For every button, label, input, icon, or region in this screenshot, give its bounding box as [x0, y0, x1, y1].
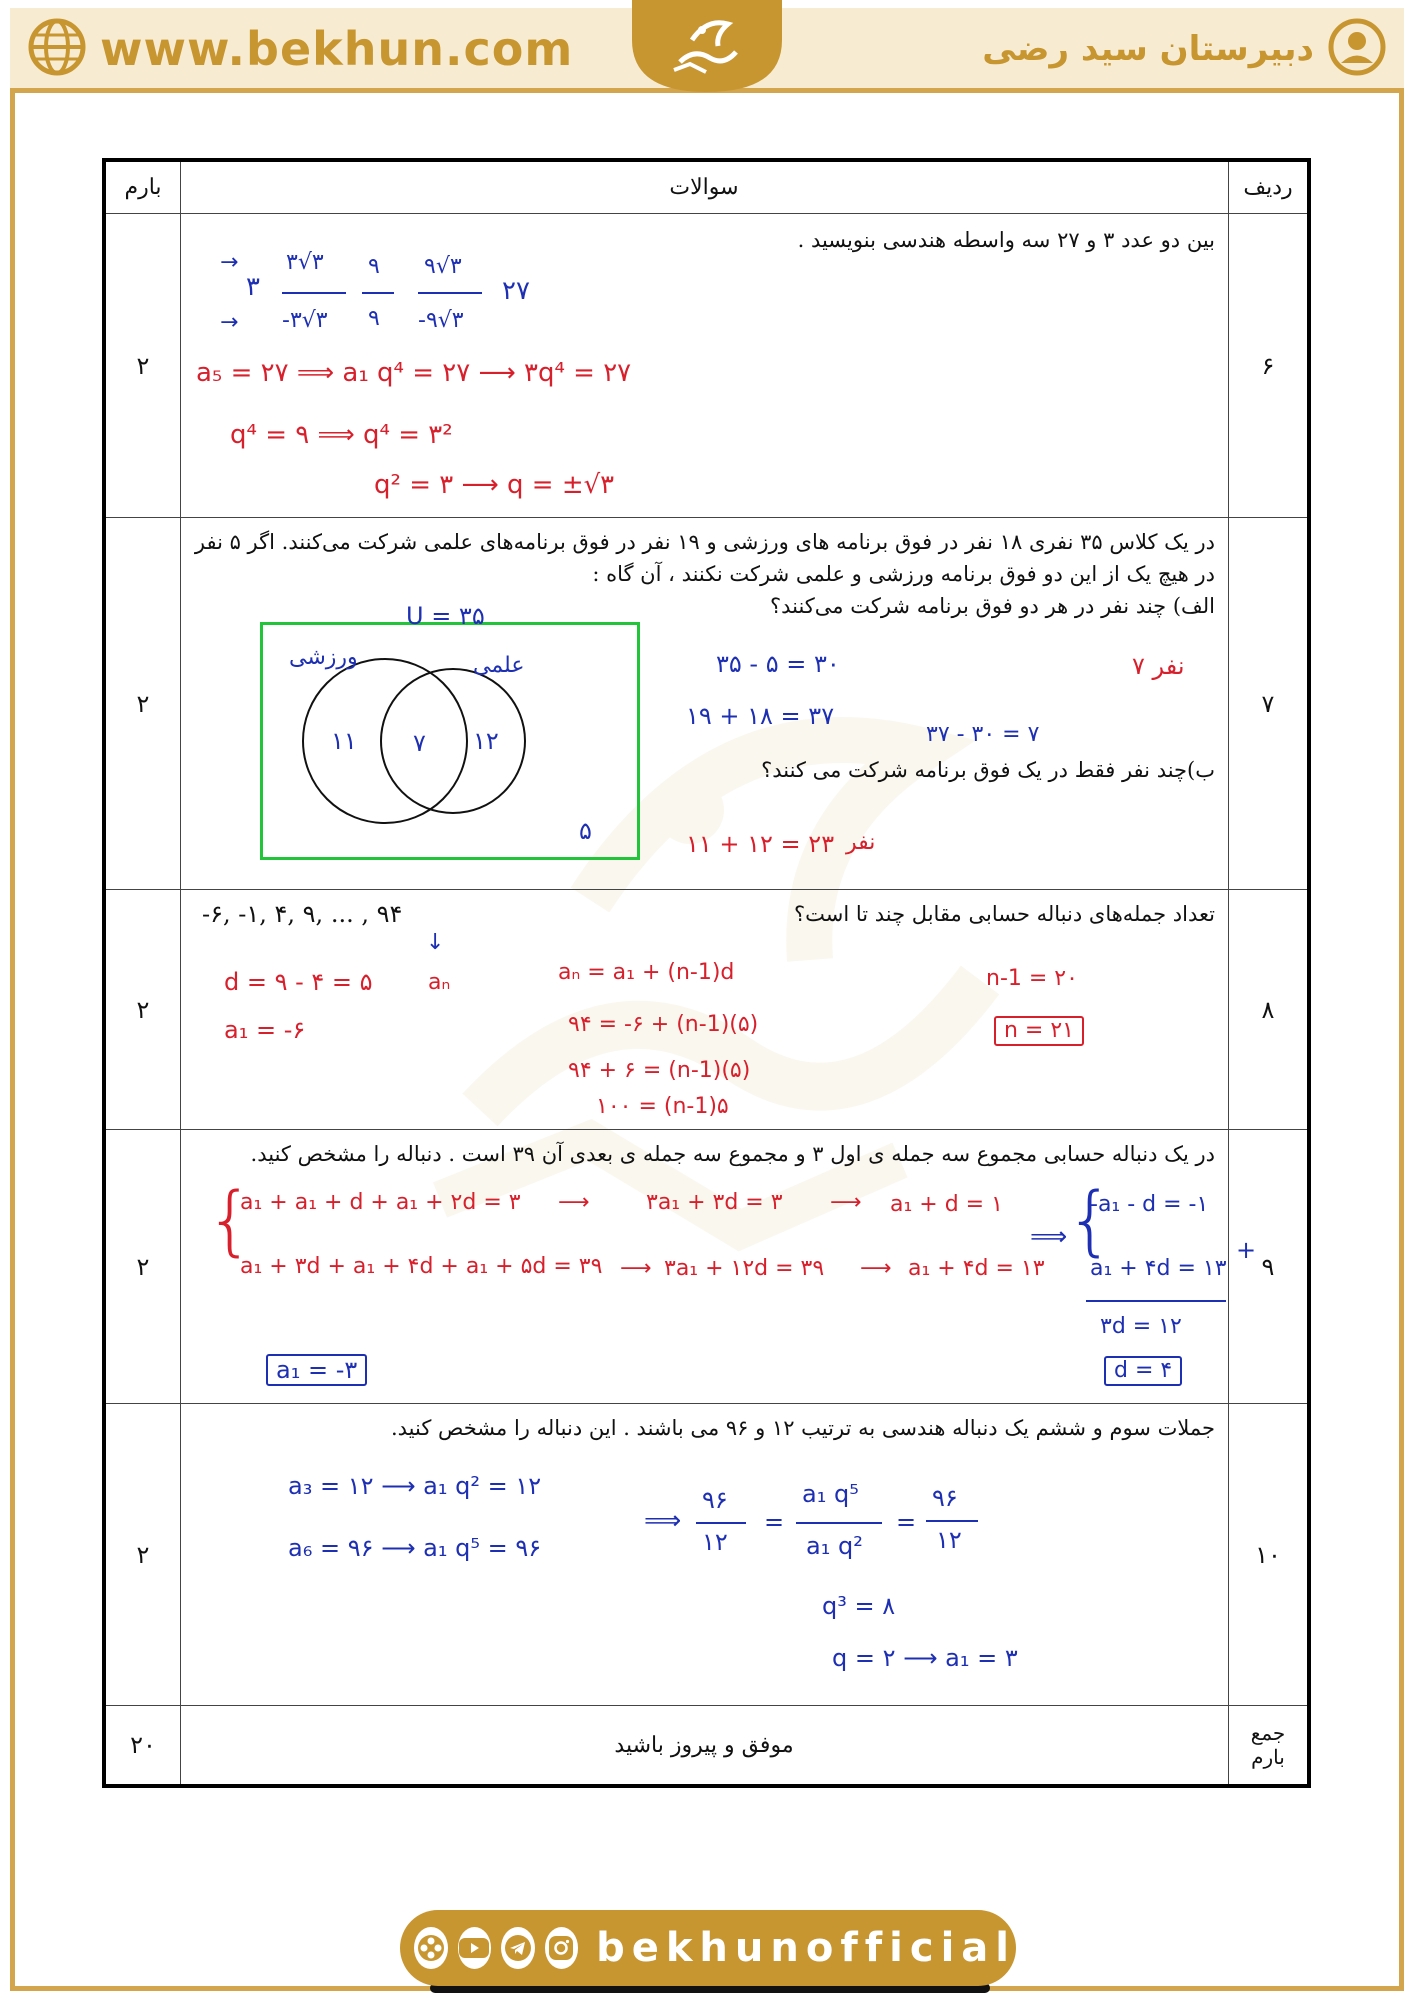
work-line: ۱۹ + ۱۸ = ۳۷ [686, 702, 835, 730]
work-line: a₁ + ۳d + a₁ + ۴d + a₁ + ۵d = ۳۹ [240, 1254, 603, 1279]
work-line: ۹۴ = -۶ + (n-1)(۵) [568, 1012, 759, 1037]
work-line: q² = ۳ ⟶ q = ±√۳ [374, 470, 615, 500]
fraction-num: a₁ q⁵ [802, 1480, 859, 1508]
work-line: ۳۵ - ۵ = ۳۰ [716, 650, 840, 678]
work-line: ۹۴ + ۶ = (n-1)(۵) [568, 1058, 751, 1083]
site-url[interactable]: www.bekhun.com [100, 22, 574, 76]
work-line: a₁ + d = ۱ [890, 1192, 1003, 1217]
work-line: ۱۰۰ = (n-1)۵ [596, 1094, 729, 1119]
question-text: جملات سوم و ششم یک دنباله هندسی به ترتیب ۱۲ و ۹۶ می باشند . این دنباله را مشخص کنید. [390, 1416, 1215, 1440]
venn-universe: U = ۳۵ [406, 602, 485, 630]
fraction-num: ۹۶ [932, 1484, 958, 1512]
work-term: ۹√۳ [424, 254, 462, 279]
work-term: ۲۷ [502, 276, 530, 306]
fraction-bar [796, 1522, 882, 1524]
work-line: aₙ = a₁ + (n-1)d [558, 960, 735, 985]
page-border-left [10, 90, 15, 1990]
social-footer [400, 1910, 1016, 1986]
question-score: ۲ [136, 351, 150, 380]
fraction-bar [418, 292, 482, 294]
arrow-mark: ⟶ [558, 1190, 590, 1215]
answer-box: a₁ = -۳ [266, 1354, 367, 1386]
arrow-mark: ↓ [426, 930, 445, 955]
work-line: a₁ + a₁ + d + a₁ + ۲d = ۳ [240, 1190, 521, 1215]
arrow-mark: ⟶ [830, 1190, 862, 1215]
work-term: ۳√۳ [286, 250, 324, 275]
question-number: ۶ [1261, 351, 1275, 380]
venn-diagram [260, 622, 640, 860]
equals-mark: = [896, 1508, 917, 1536]
work-term: ۳ [246, 272, 260, 302]
arrow-mark: ⟶ [860, 1256, 892, 1281]
work-line: n-1 = ۲۰ [986, 966, 1078, 991]
arrow-mark: → [220, 250, 239, 275]
page-header [0, 0, 1414, 100]
sum-line [1086, 1300, 1226, 1302]
arrow-mark: → [220, 310, 239, 335]
total-score: ۲۰ [130, 1731, 156, 1759]
total-label: جمع بارم [1250, 1721, 1286, 1769]
social-handle[interactable]: bekhunofficial [596, 1925, 1016, 1971]
arrow-mark: ⟶ [620, 1256, 652, 1281]
fraction-den: ۱۲ [702, 1528, 728, 1556]
work-term: ۹ [368, 254, 380, 279]
work-line: q³ = ۸ [822, 1592, 896, 1620]
closing-message: موفق و پیروز باشید [614, 1732, 794, 1758]
work-term: -۳√۳ [282, 308, 328, 333]
school-name: دبیرستان سید رضی [982, 29, 1314, 69]
fraction-den: ۱۲ [936, 1526, 962, 1554]
work-line: q = ۲ ⟶ a₁ = ۳ [832, 1644, 1018, 1672]
question-row-6 [106, 214, 1307, 518]
venn-right-only: ۱۲ [473, 727, 499, 755]
user-icon [1328, 18, 1386, 80]
part-b-text: ب)چند نفر فقط در یک فوق برنامه شرکت می کنند؟ [761, 758, 1215, 782]
globe-icon [28, 18, 86, 80]
brace-mark: { [206, 1175, 255, 1264]
fraction-num: ۹۶ [702, 1486, 728, 1514]
table-header-row [106, 162, 1307, 214]
question-row-9 [106, 1130, 1307, 1404]
sequence-terms: -۶, -۱, ۴, ۹, ... , ۹۴ [202, 900, 403, 928]
fraction-bar [362, 292, 394, 294]
answer-a: ۷ نفر [1132, 652, 1185, 680]
work-term: -۹√۳ [418, 308, 464, 333]
question-text: در یک دنباله حسابی مجموع سه جمله ی اول ۳ و مجموع سه جمله ی بعدی آن ۳۹ است . دنباله را مشخص کنید. [250, 1142, 1215, 1166]
work-term: ۹ [368, 306, 380, 331]
fraction-bar [926, 1520, 978, 1522]
work-line: a₃ = ۱۲ ⟶ a₁ q² = ۱۲ [288, 1472, 542, 1500]
work-line: d = ۹ - ۴ = ۵ [224, 968, 373, 996]
venn-intersection: ۷ [413, 729, 426, 757]
question-score: ۲ [136, 1252, 150, 1281]
equals-mark: = [764, 1508, 785, 1536]
work-term: aₙ [428, 970, 451, 995]
work-line: a₁ = -۶ [224, 1016, 306, 1044]
work-line: a₆ = ۹۶ ⟶ a₁ q⁵ = ۹۶ [288, 1534, 542, 1562]
work-line: a₁ + ۴d = ۱۳ [1090, 1256, 1227, 1281]
arrow-mark: ⟹ [644, 1506, 682, 1536]
answer-b: نفر [846, 830, 876, 855]
page-border-right [1399, 90, 1404, 1990]
question-row-10 [106, 1404, 1307, 1706]
question-score: ۲ [136, 689, 150, 718]
work-line: -a₁ - d = -۱ [1090, 1192, 1209, 1217]
work-line: ۳a₁ + ۳d = ۳ [646, 1190, 783, 1215]
question-number: ۷ [1261, 689, 1275, 718]
questions-header: سوالات [669, 175, 739, 200]
work-line: ۳d = ۱۲ [1100, 1314, 1182, 1339]
fraction-bar [282, 292, 346, 294]
site-link[interactable] [28, 18, 573, 80]
telegram-icon[interactable] [501, 1927, 535, 1969]
work-line: ۳۷ - ۳۰ = ۷ [926, 722, 1040, 747]
question-number: ۱۰ [1255, 1540, 1281, 1569]
youtube-icon[interactable] [458, 1927, 492, 1969]
question-row-7 [106, 518, 1307, 890]
work-line: ۳a₁ + ۱۲d = ۳۹ [664, 1256, 825, 1281]
row-header: ردیف [1243, 175, 1293, 200]
work-line: q⁴ = ۹ ⟹ q⁴ = ۳² [230, 420, 453, 450]
total-row [106, 1706, 1307, 1784]
work-line: ۱۱ + ۱۲ = ۲۳ [686, 830, 835, 858]
venn-left-only: ۱۱ [331, 727, 357, 755]
question-text: تعداد جمله‌های دنباله حسابی مقابل چند تا است؟ [793, 902, 1215, 926]
film-reel-icon[interactable] [414, 1927, 448, 1969]
answer-box: n = ۲۱ [994, 1016, 1084, 1046]
question-number: ۸ [1261, 995, 1275, 1024]
fraction-den: a₁ q² [806, 1532, 863, 1560]
answer-box: d = ۴ [1104, 1356, 1182, 1386]
venn-outside: ۵ [579, 817, 592, 845]
brace-mark: { [1066, 1175, 1115, 1264]
question-text: در یک کلاس ۳۵ نفری ۱۸ نفر در فوق برنامه های ورزشی و ۱۹ نفر در فوق برنامه‌های علمی شرکت می‌کنند. اگر ۵ نفر در هیچ یک از این دو فوق برنامه ورزشی و علمی شرکت نکنند ، آن گاه : [194, 530, 1215, 586]
venn-left-label: ورزشی [289, 645, 358, 670]
instagram-icon[interactable] [545, 1927, 579, 1969]
work-line: a₅ = ۲۷ ⟹ a₁ q⁴ = ۲۷ ⟶ ۳q⁴ = ۲۷ [196, 358, 632, 388]
work-line: a₁ + ۴d = ۱۳ [908, 1256, 1045, 1281]
closing-message-cell [180, 1706, 1228, 1784]
arrow-mark: ⟹ [1030, 1222, 1068, 1252]
exam-table [102, 158, 1311, 1788]
fraction-bar [696, 1522, 746, 1524]
score-header: بارم [124, 175, 162, 200]
question-text: بین دو عدد ۳ و ۲۷ سه واسطه هندسی بنویسید . [797, 228, 1215, 252]
part-a-text: الف) چند نفر در هر دو فوق برنامه شرکت می‌کنند؟ [769, 594, 1215, 618]
venn-right-label: علمی [473, 653, 525, 678]
question-score: ۲ [136, 995, 150, 1024]
bekhun-logo [632, 0, 782, 92]
question-score: ۲ [136, 1540, 150, 1569]
plus-mark: + [1236, 1236, 1257, 1264]
question-number: ۹ [1261, 1252, 1275, 1281]
school-badge [982, 18, 1386, 80]
question-row-8 [106, 890, 1307, 1130]
